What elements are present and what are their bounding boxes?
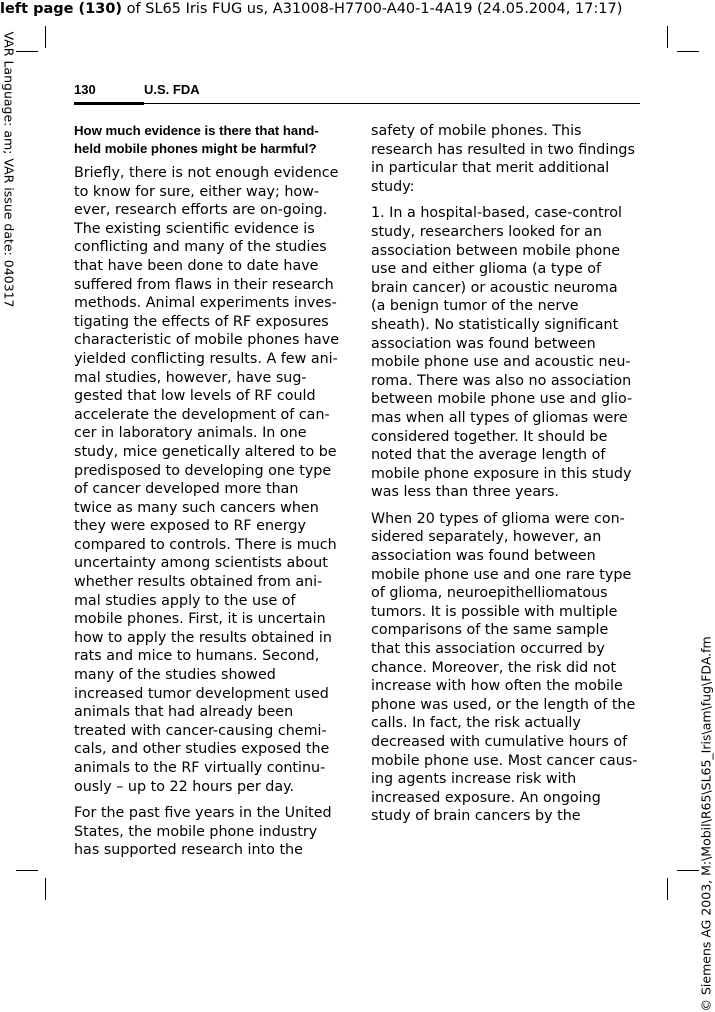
text-line: cals, and other studies exposed the [74, 741, 330, 758]
text-line: mobile phone exposure in this study [371, 465, 632, 482]
text-line: calls. In fact, the risk actually [371, 715, 581, 732]
text-line: When 20 types of glioma were con- [371, 510, 625, 527]
text-line: that have been done to date have [74, 257, 319, 274]
text-line: predisposed to developing one type [74, 462, 332, 479]
text-line: ously – up to 22 hours per day. [74, 778, 295, 795]
left-column [74, 122, 346, 868]
text-line: use and either glioma (a type of [371, 261, 602, 278]
text-line: study: [371, 178, 415, 195]
heading-line: How much evidence is there that hand- [74, 123, 319, 138]
text-line: ever, research efforts are on-going. [74, 202, 328, 219]
text-line: study of brain cancers by the [371, 808, 581, 825]
var-language-note: VAR Language: am; VAR issue date: 040317 [1, 31, 17, 308]
text-line: animals that had already been [74, 704, 294, 721]
text-line: roma. There was also no association [371, 372, 632, 389]
text-line: mobile phone use and one rare type [371, 566, 632, 583]
header-rule-thick [74, 102, 144, 105]
text-line: phone was used, or the length of the [371, 696, 636, 713]
text-line: sheath). No statistically significant [371, 316, 619, 333]
heading-line: held mobile phones might be harmful? [74, 141, 317, 156]
header-rule [144, 103, 640, 104]
text-line: association between mobile phone [371, 242, 621, 259]
text-line: increase with how often the mobile [371, 678, 623, 695]
text-line: of glioma, neuroepithelliomatous [371, 585, 608, 602]
text-line: cer in laboratory animals. In one [74, 425, 307, 442]
crop-mark [667, 878, 668, 900]
file-info-line [0, 0, 715, 20]
page-label: left page (130) [0, 1, 123, 17]
text-line: has supported research into the [74, 842, 303, 859]
section-heading [74, 122, 346, 158]
text-line: of cancer developed more than [74, 481, 299, 498]
text-line: yielded conflicting results. A few ani- [74, 350, 338, 367]
right-column [371, 122, 643, 834]
text-line: suffered from flaws in their research [74, 276, 334, 293]
paragraph [371, 510, 643, 826]
text-line: in particular that merit additional [371, 160, 610, 177]
text-line: study, mice genetically altered to be [74, 443, 337, 460]
crop-mark [667, 26, 668, 48]
text-line: that this association occurred by [371, 641, 605, 658]
text-line: noted that the average length of [371, 447, 606, 464]
text-line: was less than three years. [371, 484, 559, 501]
paragraph [371, 122, 643, 196]
text-line: many of the studies showed [74, 667, 276, 684]
text-line: Briefly, there is not enough evidence [74, 165, 339, 181]
text-line: comparisons of the same sample [371, 622, 609, 639]
text-line: For the past five years in the United [74, 805, 332, 822]
text-line: mal studies, however, have sug- [74, 369, 307, 386]
text-line: how to apply the results obtained in [74, 629, 332, 646]
paragraph [74, 164, 346, 796]
text-line: States, the mobile phone industry [74, 823, 318, 840]
crop-mark [45, 878, 46, 900]
text-line: whether results obtained from ani- [74, 574, 323, 591]
file-info: of SL65 Iris FUG us, A31008-H7700-A40-1-4A19 (24.05.2004, 17:17) [122, 1, 623, 17]
text-line: characteristic of mobile phones have [74, 332, 340, 349]
text-line: mobile phone use and acoustic neu- [371, 354, 631, 371]
text-line: ing agents increase risk with [371, 771, 577, 788]
text-line: methods. Animal experiments inves- [74, 295, 337, 312]
section-title: U.S. FDA [144, 82, 200, 97]
copyright-path-note: © Siemens AG 2003, M:\Mobil\R65\SL65_Iris\am\fug\FDA.fm [698, 636, 714, 1012]
text-line: research has resulted in two findings [371, 141, 635, 158]
text-line: tigating the effects of RF exposures [74, 313, 329, 330]
crop-mark [45, 26, 46, 48]
crop-mark [16, 870, 38, 871]
crop-mark [677, 870, 699, 871]
text-line: treated with cancer-causing chemi- [74, 722, 327, 739]
text-line: association was found between [371, 548, 596, 565]
text-line: decreased with cumulative hours of [371, 734, 628, 750]
text-line: increased tumor development used [74, 685, 329, 702]
text-line: between mobile phone use and glio- [371, 391, 633, 408]
text-line: (a benign tumor of the nerve [371, 298, 579, 315]
text-line: sidered separately, however, an [371, 529, 602, 546]
text-line: compared to controls. There is much [74, 536, 337, 553]
text-line: association was found between [371, 335, 596, 352]
text-line: study, researchers looked for an [371, 223, 602, 240]
text-line: safety of mobile phones. This [371, 123, 582, 139]
text-line: to know for sure, either way; how- [74, 183, 319, 200]
text-line: gested that low levels of RF could [74, 388, 316, 405]
text-line: rats and mice to humans. Second, [74, 648, 320, 665]
running-head [74, 82, 200, 97]
text-line: they were exposed to RF energy [74, 518, 306, 535]
text-line: animals to the RF virtually continu- [74, 760, 326, 776]
crop-mark [677, 51, 699, 52]
text-line: tumors. It is possible with multiple [371, 603, 618, 620]
paragraph [371, 204, 643, 502]
text-line: 1. In a hospital-based, case-control [371, 205, 622, 222]
page-number: 130 [74, 82, 96, 97]
text-line: accelerate the development of can- [74, 406, 330, 423]
text-line: The existing scientific evidence is [74, 220, 315, 237]
text-line: conflicting and many of the studies [74, 239, 327, 256]
paragraph [74, 804, 346, 860]
text-line: mas when all types of gliomas were [371, 409, 628, 426]
text-line: uncertainty among scientists about [74, 555, 328, 572]
text-line: brain cancer) or acoustic neuroma [371, 279, 618, 296]
text-line: mal studies apply to the use of [74, 592, 296, 609]
crop-mark [16, 51, 38, 52]
text-line: mobile phones. First, it is uncertain [74, 611, 326, 628]
text-line: twice as many such cancers when [74, 499, 319, 516]
text-line: increased exposure. An ongoing [371, 789, 601, 806]
text-line: mobile phone use. Most cancer caus- [371, 752, 638, 769]
text-line: considered together. It should be [371, 428, 608, 445]
text-line: chance. Moreover, the risk did not [371, 659, 617, 676]
